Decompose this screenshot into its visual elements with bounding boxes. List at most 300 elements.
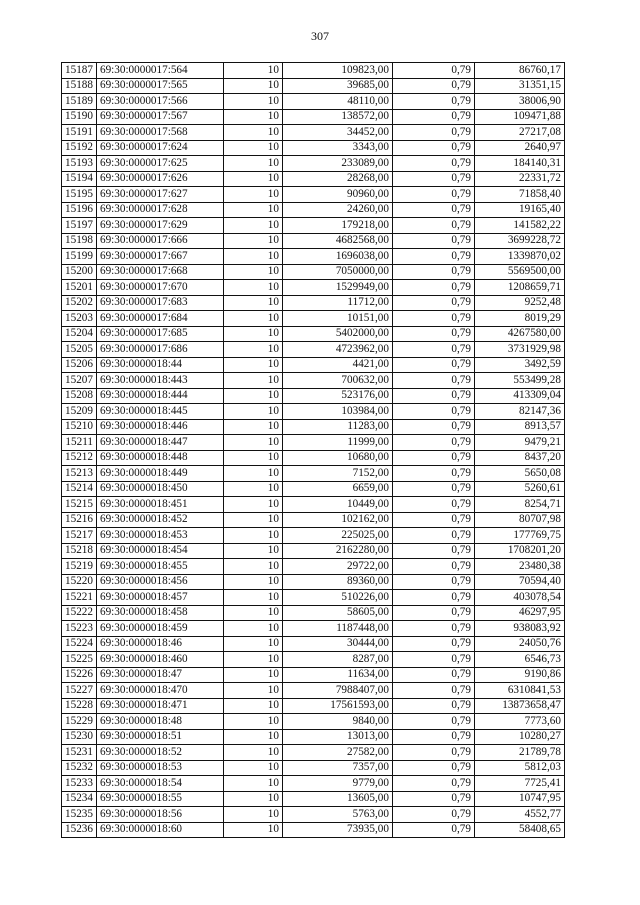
table-row (62, 264, 565, 280)
amount-cell: 58408,65 (474, 822, 564, 838)
row-number: 15192 (62, 140, 97, 156)
cadastral-value: 225025,00 (282, 528, 392, 544)
rate-cell: 0,79 (392, 822, 474, 838)
row-number: 15198 (62, 233, 97, 249)
cadastral-number: 69:30:0000017:685 (96, 326, 223, 342)
cell-ten: 10 (223, 776, 282, 792)
rate-cell: 0,79 (392, 295, 474, 311)
cadastral-number: 69:30:0000018:452 (96, 512, 223, 528)
rate-cell: 0,79 (392, 559, 474, 575)
amount-cell: 1708201,20 (474, 543, 564, 559)
cadastral-value: 138572,00 (282, 109, 392, 125)
table-row (62, 373, 565, 389)
cadastral-value: 11999,00 (282, 435, 392, 451)
table-row (62, 776, 565, 792)
row-number: 15207 (62, 373, 97, 389)
cell-ten: 10 (223, 745, 282, 761)
cadastral-number: 69:30:0000017:686 (96, 342, 223, 358)
row-number: 15188 (62, 78, 97, 94)
table-row (62, 388, 565, 404)
rate-cell: 0,79 (392, 683, 474, 699)
cadastral-number: 69:30:0000017:667 (96, 249, 223, 265)
row-number: 15232 (62, 760, 97, 776)
cadastral-number: 69:30:0000018:457 (96, 590, 223, 606)
rate-cell: 0,79 (392, 280, 474, 296)
table-row (62, 109, 565, 125)
cell-ten: 10 (223, 280, 282, 296)
row-number: 15213 (62, 466, 97, 482)
amount-cell: 19165,40 (474, 202, 564, 218)
table-row (62, 714, 565, 730)
row-number: 15221 (62, 590, 97, 606)
table-row (62, 791, 565, 807)
table-row (62, 357, 565, 373)
cadastral-value: 7152,00 (282, 466, 392, 482)
amount-cell: 5812,03 (474, 760, 564, 776)
rate-cell: 0,79 (392, 667, 474, 683)
table-body (62, 63, 565, 838)
cadastral-number: 69:30:0000018:460 (96, 652, 223, 668)
rate-cell: 0,79 (392, 419, 474, 435)
cell-ten: 10 (223, 63, 282, 79)
row-number: 15196 (62, 202, 97, 218)
cell-ten: 10 (223, 636, 282, 652)
rate-cell: 0,79 (392, 78, 474, 94)
rate-cell: 0,79 (392, 543, 474, 559)
cadastral-number: 69:30:0000017:628 (96, 202, 223, 218)
rate-cell: 0,79 (392, 636, 474, 652)
cell-ten: 10 (223, 590, 282, 606)
cell-ten: 10 (223, 311, 282, 327)
table-row (62, 667, 565, 683)
amount-cell: 8437,20 (474, 450, 564, 466)
amount-cell: 9190,86 (474, 667, 564, 683)
cadastral-value: 179218,00 (282, 218, 392, 234)
rate-cell: 0,79 (392, 621, 474, 637)
cadastral-value: 30444,00 (282, 636, 392, 652)
row-number: 15217 (62, 528, 97, 544)
row-number: 15206 (62, 357, 97, 373)
rate-cell: 0,79 (392, 404, 474, 420)
rate-cell: 0,79 (392, 574, 474, 590)
cadastral-number: 69:30:0000018:52 (96, 745, 223, 761)
rate-cell: 0,79 (392, 202, 474, 218)
page-number: 307 (311, 29, 329, 43)
row-number: 15234 (62, 791, 97, 807)
row-number: 15187 (62, 63, 97, 79)
rate-cell: 0,79 (392, 590, 474, 606)
table-row (62, 202, 565, 218)
table-row (62, 512, 565, 528)
table-row (62, 807, 565, 823)
amount-cell: 80707,98 (474, 512, 564, 528)
cell-ten: 10 (223, 481, 282, 497)
table-row (62, 171, 565, 187)
row-number: 15200 (62, 264, 97, 280)
cadastral-number: 69:30:0000018:48 (96, 714, 223, 730)
cadastral-number: 69:30:0000017:627 (96, 187, 223, 203)
row-number: 15218 (62, 543, 97, 559)
rate-cell: 0,79 (392, 63, 474, 79)
amount-cell: 24050,76 (474, 636, 564, 652)
cadastral-value: 8287,00 (282, 652, 392, 668)
cadastral-value: 4421,00 (282, 357, 392, 373)
cell-ten: 10 (223, 528, 282, 544)
amount-cell: 177769,75 (474, 528, 564, 544)
amount-cell: 4552,77 (474, 807, 564, 823)
cadastral-value: 109823,00 (282, 63, 392, 79)
cadastral-value: 5402000,00 (282, 326, 392, 342)
amount-cell: 31351,15 (474, 78, 564, 94)
cell-ten: 10 (223, 202, 282, 218)
table-row (62, 233, 565, 249)
rate-cell: 0,79 (392, 714, 474, 730)
table-row (62, 574, 565, 590)
amount-cell: 1339870,02 (474, 249, 564, 265)
row-number: 15227 (62, 683, 97, 699)
rate-cell: 0,79 (392, 357, 474, 373)
cadastral-value: 9840,00 (282, 714, 392, 730)
amount-cell: 70594,40 (474, 574, 564, 590)
table-row (62, 295, 565, 311)
row-number: 15208 (62, 388, 97, 404)
cadastral-number: 69:30:0000018:446 (96, 419, 223, 435)
cadastral-number: 69:30:0000018:449 (96, 466, 223, 482)
row-number: 15202 (62, 295, 97, 311)
amount-cell: 21789,78 (474, 745, 564, 761)
table-row (62, 745, 565, 761)
cadastral-value: 103984,00 (282, 404, 392, 420)
cadastral-value: 11712,00 (282, 295, 392, 311)
table-row (62, 311, 565, 327)
amount-cell: 9252,48 (474, 295, 564, 311)
cadastral-value: 7357,00 (282, 760, 392, 776)
cadastral-value: 510226,00 (282, 590, 392, 606)
cadastral-number: 69:30:0000018:454 (96, 543, 223, 559)
rate-cell: 0,79 (392, 373, 474, 389)
amount-cell: 8019,29 (474, 311, 564, 327)
cadastral-number: 69:30:0000017:668 (96, 264, 223, 280)
cell-ten: 10 (223, 264, 282, 280)
cadastral-number: 69:30:0000017:666 (96, 233, 223, 249)
row-number: 15191 (62, 125, 97, 141)
rate-cell: 0,79 (392, 342, 474, 358)
table-row (62, 497, 565, 513)
cell-ten: 10 (223, 404, 282, 420)
cadastral-value: 10680,00 (282, 450, 392, 466)
cadastral-number: 69:30:0000017:684 (96, 311, 223, 327)
amount-cell: 10747,95 (474, 791, 564, 807)
cadastral-number: 69:30:0000017:567 (96, 109, 223, 125)
row-number: 15189 (62, 94, 97, 110)
table-row (62, 543, 565, 559)
cell-ten: 10 (223, 373, 282, 389)
cadastral-number: 69:30:0000017:624 (96, 140, 223, 156)
row-number: 15222 (62, 605, 97, 621)
amount-cell: 1208659,71 (474, 280, 564, 296)
cadastral-number: 69:30:0000018:44 (96, 357, 223, 373)
cadastral-value: 27582,00 (282, 745, 392, 761)
rate-cell: 0,79 (392, 171, 474, 187)
row-number: 15199 (62, 249, 97, 265)
cadastral-number: 69:30:0000017:565 (96, 78, 223, 94)
row-number: 15225 (62, 652, 97, 668)
table-row (62, 218, 565, 234)
row-number: 15190 (62, 109, 97, 125)
cadastral-number: 69:30:0000018:54 (96, 776, 223, 792)
table-row (62, 729, 565, 745)
cell-ten: 10 (223, 218, 282, 234)
table-row (62, 605, 565, 621)
cadastral-value: 73935,00 (282, 822, 392, 838)
cadastral-value: 39685,00 (282, 78, 392, 94)
cell-ten: 10 (223, 109, 282, 125)
rate-cell: 0,79 (392, 249, 474, 265)
cell-ten: 10 (223, 342, 282, 358)
cell-ten: 10 (223, 388, 282, 404)
cell-ten: 10 (223, 326, 282, 342)
row-number: 15212 (62, 450, 97, 466)
rate-cell: 0,79 (392, 218, 474, 234)
amount-cell: 5650,08 (474, 466, 564, 482)
amount-cell: 553499,28 (474, 373, 564, 389)
cell-ten: 10 (223, 125, 282, 141)
cadastral-number: 69:30:0000018:53 (96, 760, 223, 776)
cadastral-value: 34452,00 (282, 125, 392, 141)
cell-ten: 10 (223, 512, 282, 528)
amount-cell: 8913,57 (474, 419, 564, 435)
cell-ten: 10 (223, 78, 282, 94)
row-number: 15205 (62, 342, 97, 358)
rate-cell: 0,79 (392, 156, 474, 172)
rate-cell: 0,79 (392, 326, 474, 342)
cadastral-value: 4682568,00 (282, 233, 392, 249)
cadastral-value: 4723962,00 (282, 342, 392, 358)
table-row (62, 63, 565, 79)
cadastral-value: 6659,00 (282, 481, 392, 497)
row-number: 15226 (62, 667, 97, 683)
table-row (62, 621, 565, 637)
cadastral-number: 69:30:0000018:470 (96, 683, 223, 699)
amount-cell: 109471,88 (474, 109, 564, 125)
amount-cell: 3492,59 (474, 357, 564, 373)
amount-cell: 27217,08 (474, 125, 564, 141)
cell-ten: 10 (223, 621, 282, 637)
table-row (62, 280, 565, 296)
cadastral-value: 523176,00 (282, 388, 392, 404)
table-row (62, 450, 565, 466)
cell-ten: 10 (223, 729, 282, 745)
table-row (62, 636, 565, 652)
amount-cell: 23480,38 (474, 559, 564, 575)
table-row (62, 760, 565, 776)
table-row (62, 140, 565, 156)
cadastral-value: 1696038,00 (282, 249, 392, 265)
cell-ten: 10 (223, 156, 282, 172)
row-number: 15219 (62, 559, 97, 575)
cell-ten: 10 (223, 233, 282, 249)
cadastral-value: 13605,00 (282, 791, 392, 807)
row-number: 15236 (62, 822, 97, 838)
rate-cell: 0,79 (392, 512, 474, 528)
cell-ten: 10 (223, 140, 282, 156)
cadastral-value: 7988407,00 (282, 683, 392, 699)
amount-cell: 4267580,00 (474, 326, 564, 342)
row-number: 15224 (62, 636, 97, 652)
amount-cell: 5569500,00 (474, 264, 564, 280)
table-row (62, 419, 565, 435)
cadastral-number: 69:30:0000018:60 (96, 822, 223, 838)
cell-ten: 10 (223, 652, 282, 668)
cell-ten: 10 (223, 435, 282, 451)
table-row (62, 481, 565, 497)
amount-cell: 13873658,47 (474, 698, 564, 714)
cell-ten: 10 (223, 94, 282, 110)
cadastral-number: 69:30:0000018:456 (96, 574, 223, 590)
table-row (62, 698, 565, 714)
row-number: 15211 (62, 435, 97, 451)
cell-ten: 10 (223, 807, 282, 823)
amount-cell: 82147,36 (474, 404, 564, 420)
cadastral-number: 69:30:0000017:626 (96, 171, 223, 187)
rate-cell: 0,79 (392, 791, 474, 807)
cadastral-value: 90960,00 (282, 187, 392, 203)
rate-cell: 0,79 (392, 450, 474, 466)
cell-ten: 10 (223, 357, 282, 373)
cadastral-number: 69:30:0000018:445 (96, 404, 223, 420)
cell-ten: 10 (223, 605, 282, 621)
cadastral-value: 3343,00 (282, 140, 392, 156)
cell-ten: 10 (223, 295, 282, 311)
cadastral-value: 58605,00 (282, 605, 392, 621)
cadastral-number: 69:30:0000018:453 (96, 528, 223, 544)
cadastral-number: 69:30:0000018:455 (96, 559, 223, 575)
rate-cell: 0,79 (392, 109, 474, 125)
table-row (62, 249, 565, 265)
row-number: 15230 (62, 729, 97, 745)
row-number: 15231 (62, 745, 97, 761)
row-number: 15235 (62, 807, 97, 823)
rate-cell: 0,79 (392, 435, 474, 451)
cadastral-number: 69:30:0000017:629 (96, 218, 223, 234)
cell-ten: 10 (223, 187, 282, 203)
cell-ten: 10 (223, 822, 282, 838)
rate-cell: 0,79 (392, 481, 474, 497)
amount-cell: 403078,54 (474, 590, 564, 606)
amount-cell: 38006,90 (474, 94, 564, 110)
amount-cell: 2640,97 (474, 140, 564, 156)
cadastral-value: 17561593,00 (282, 698, 392, 714)
cadastral-number: 69:30:0000018:56 (96, 807, 223, 823)
cadastral-number: 69:30:0000018:471 (96, 698, 223, 714)
cadastral-value: 48110,00 (282, 94, 392, 110)
cadastral-value: 89360,00 (282, 574, 392, 590)
row-number: 15194 (62, 171, 97, 187)
amount-cell: 22331,72 (474, 171, 564, 187)
rate-cell: 0,79 (392, 233, 474, 249)
cell-ten: 10 (223, 249, 282, 265)
rate-cell: 0,79 (392, 652, 474, 668)
table-row (62, 156, 565, 172)
amount-cell: 86760,17 (474, 63, 564, 79)
cell-ten: 10 (223, 559, 282, 575)
amount-cell: 71858,40 (474, 187, 564, 203)
cell-ten: 10 (223, 683, 282, 699)
table-row (62, 822, 565, 838)
cadastral-number: 69:30:0000018:448 (96, 450, 223, 466)
cadastral-number: 69:30:0000017:564 (96, 63, 223, 79)
amount-cell: 413309,04 (474, 388, 564, 404)
rate-cell: 0,79 (392, 187, 474, 203)
amount-cell: 9479,21 (474, 435, 564, 451)
table-row (62, 78, 565, 94)
row-number: 15201 (62, 280, 97, 296)
amount-cell: 6546,73 (474, 652, 564, 668)
row-number: 15215 (62, 497, 97, 513)
rate-cell: 0,79 (392, 745, 474, 761)
cadastral-number: 69:30:0000018:444 (96, 388, 223, 404)
cadastral-value: 9779,00 (282, 776, 392, 792)
row-number: 15214 (62, 481, 97, 497)
row-number: 15193 (62, 156, 97, 172)
rate-cell: 0,79 (392, 311, 474, 327)
rate-cell: 0,79 (392, 776, 474, 792)
cell-ten: 10 (223, 171, 282, 187)
rate-cell: 0,79 (392, 528, 474, 544)
cadastral-number: 69:30:0000018:450 (96, 481, 223, 497)
rate-cell: 0,79 (392, 760, 474, 776)
amount-cell: 7725,41 (474, 776, 564, 792)
row-number: 15220 (62, 574, 97, 590)
row-number: 15204 (62, 326, 97, 342)
rate-cell: 0,79 (392, 94, 474, 110)
amount-cell: 938083,92 (474, 621, 564, 637)
rate-cell: 0,79 (392, 698, 474, 714)
cadastral-number: 69:30:0000017:625 (96, 156, 223, 172)
cadastral-value: 10151,00 (282, 311, 392, 327)
rate-cell: 0,79 (392, 388, 474, 404)
row-number: 15209 (62, 404, 97, 420)
cadastral-value: 2162280,00 (282, 543, 392, 559)
table-row (62, 652, 565, 668)
cell-ten: 10 (223, 419, 282, 435)
cadastral-table (61, 62, 565, 838)
table-row (62, 466, 565, 482)
cell-ten: 10 (223, 466, 282, 482)
table-row (62, 559, 565, 575)
cell-ten: 10 (223, 698, 282, 714)
cadastral-value: 13013,00 (282, 729, 392, 745)
cadastral-value: 700632,00 (282, 373, 392, 389)
cell-ten: 10 (223, 760, 282, 776)
cell-ten: 10 (223, 714, 282, 730)
cadastral-value: 1529949,00 (282, 280, 392, 296)
cadastral-number: 69:30:0000017:568 (96, 125, 223, 141)
rate-cell: 0,79 (392, 125, 474, 141)
row-number: 15216 (62, 512, 97, 528)
cadastral-value: 29722,00 (282, 559, 392, 575)
cell-ten: 10 (223, 667, 282, 683)
rate-cell: 0,79 (392, 807, 474, 823)
amount-cell: 6310841,53 (474, 683, 564, 699)
cell-ten: 10 (223, 497, 282, 513)
cadastral-value: 5763,00 (282, 807, 392, 823)
cadastral-number: 69:30:0000018:447 (96, 435, 223, 451)
row-number: 15203 (62, 311, 97, 327)
table-row (62, 683, 565, 699)
rate-cell: 0,79 (392, 497, 474, 513)
table-row (62, 435, 565, 451)
